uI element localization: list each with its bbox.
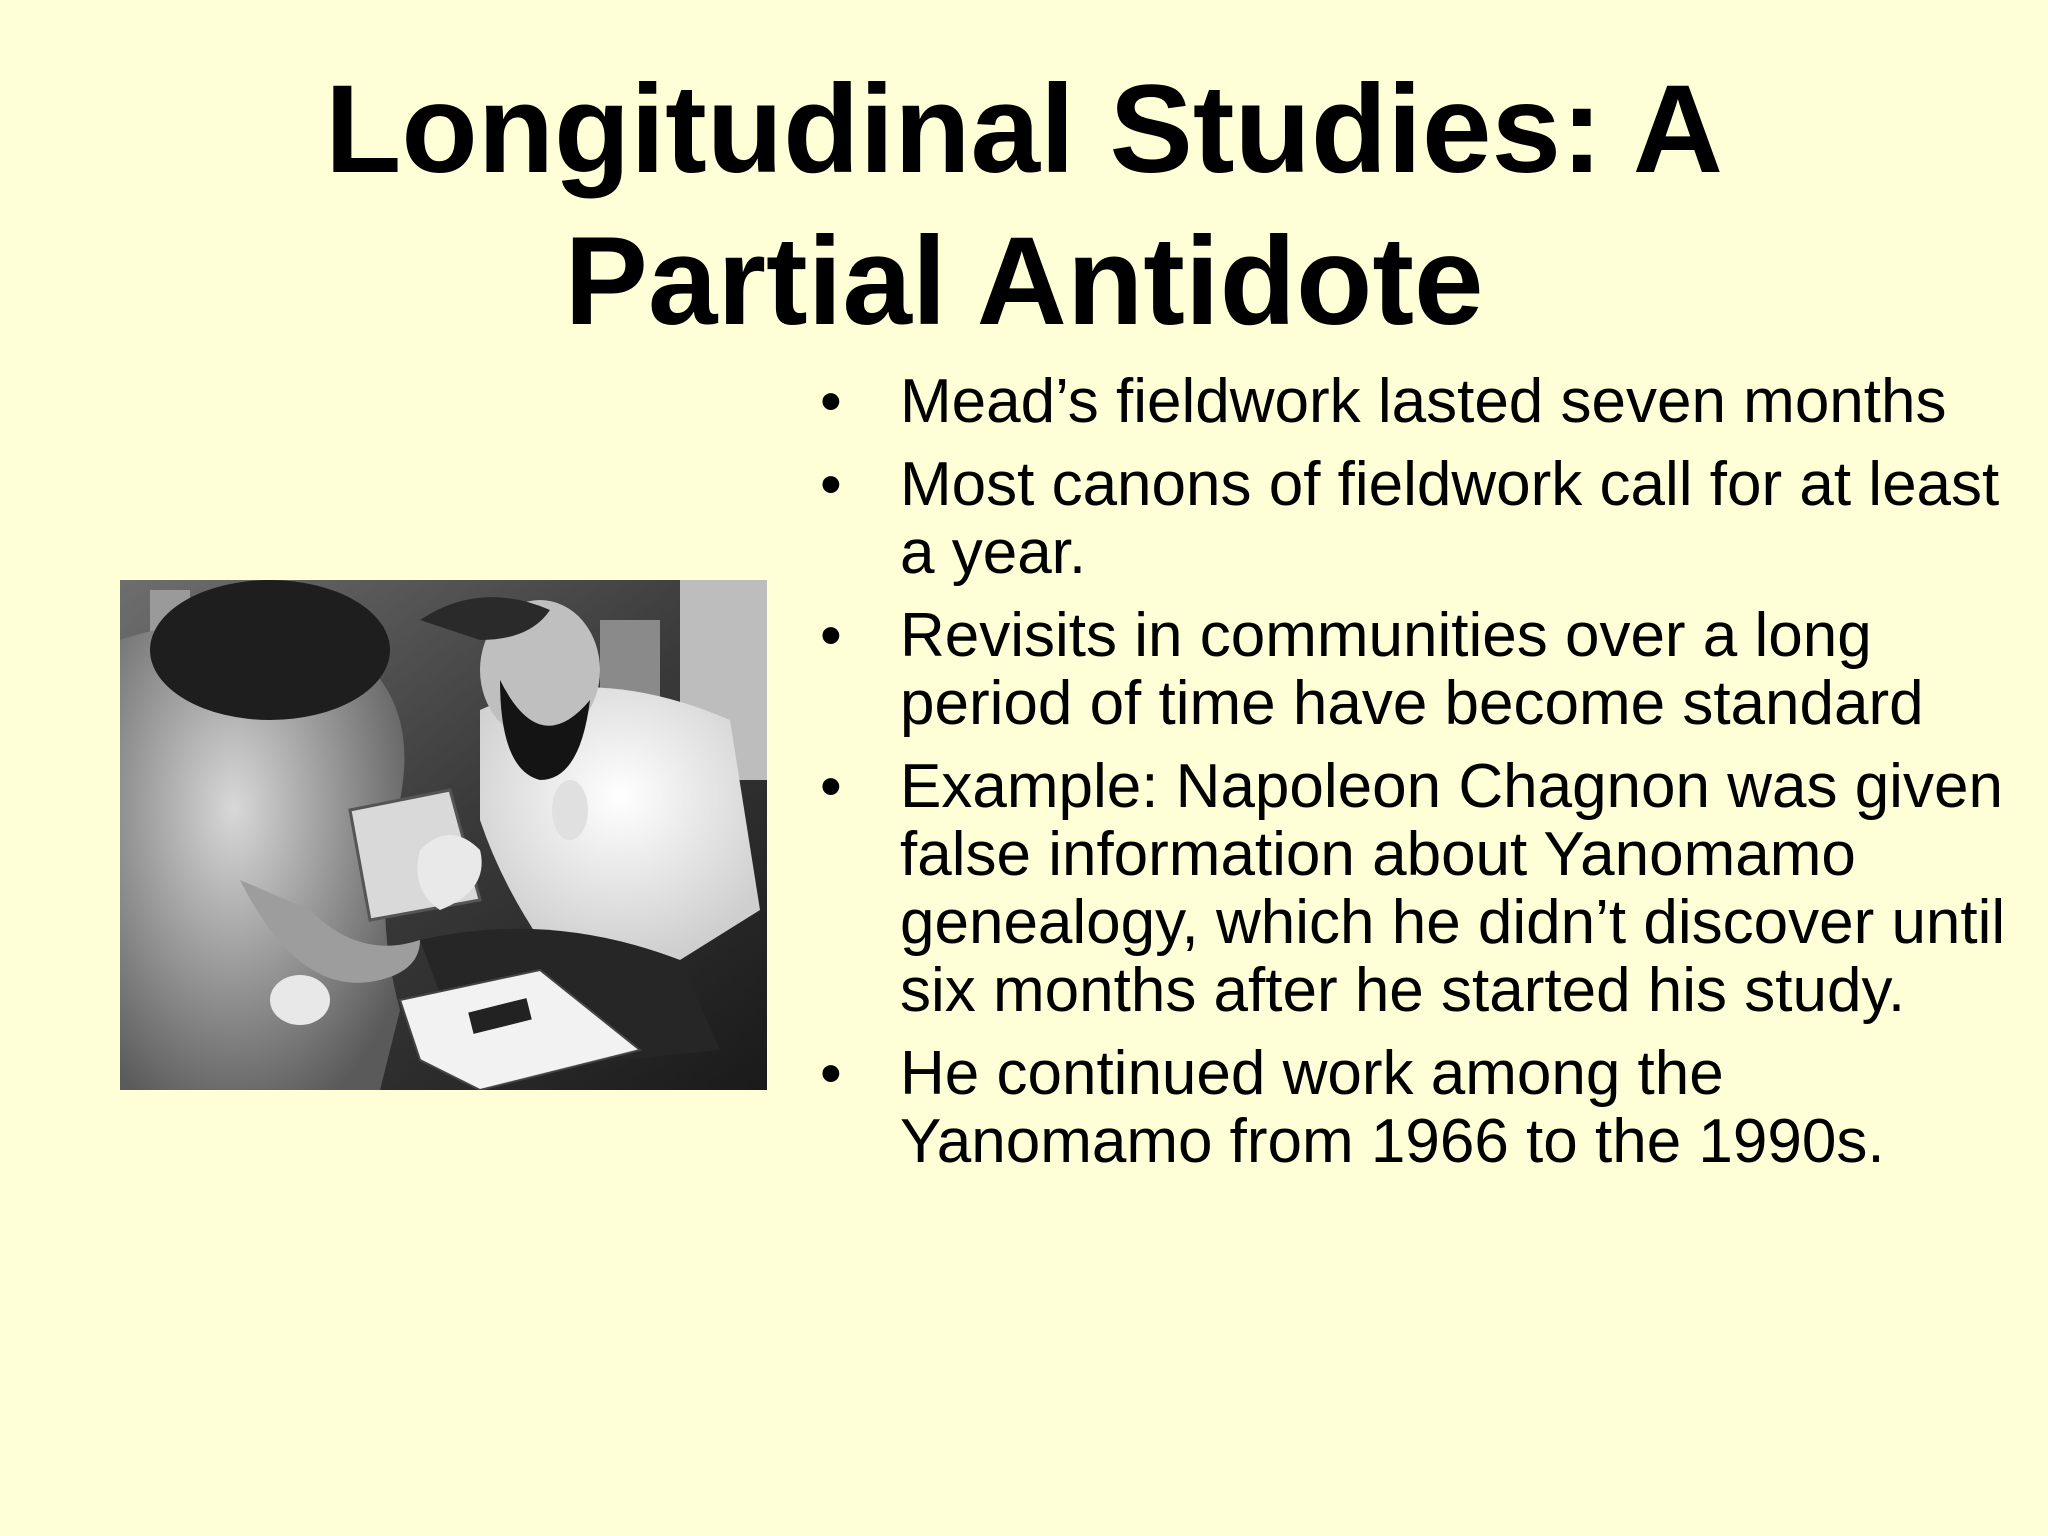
bullet-marker: • [820, 367, 842, 436]
list-item [820, 1040, 2020, 1176]
bullet-marker: • [820, 1039, 842, 1108]
bullet-text: He continued work among the Yanomamo from 1966 to the 1990s. [900, 1039, 1885, 1176]
fieldwork-photo-image [120, 580, 767, 1090]
slide-title-line-1: Longitudinal Studies: A [324, 60, 1723, 199]
bullet-marker: • [820, 450, 842, 519]
bullet-marker: • [820, 752, 842, 821]
bullet-text: Most canons of fieldwork call for at least a year. [900, 450, 2000, 587]
bullet-marker: • [820, 601, 842, 670]
slide-title [0, 54, 2048, 358]
list-item [820, 368, 2020, 436]
bullet-text: Mead’s fieldwork lasted seven months [900, 367, 1947, 436]
list-item [820, 602, 2020, 738]
fieldwork-photo [120, 580, 767, 1090]
bullet-text: Example: Napoleon Chagnon was given false information about Yanomamo genealogy, which he didn’t discover until six months after he started his study. [900, 752, 2006, 1025]
slide-title-line-2: Partial Antidote [564, 212, 1484, 351]
list-item [820, 753, 2020, 1025]
bullet-text: Revisits in communities over a long period of time have become standard [900, 601, 1924, 738]
bullet-list [820, 368, 2020, 1191]
list-item [820, 451, 2020, 587]
